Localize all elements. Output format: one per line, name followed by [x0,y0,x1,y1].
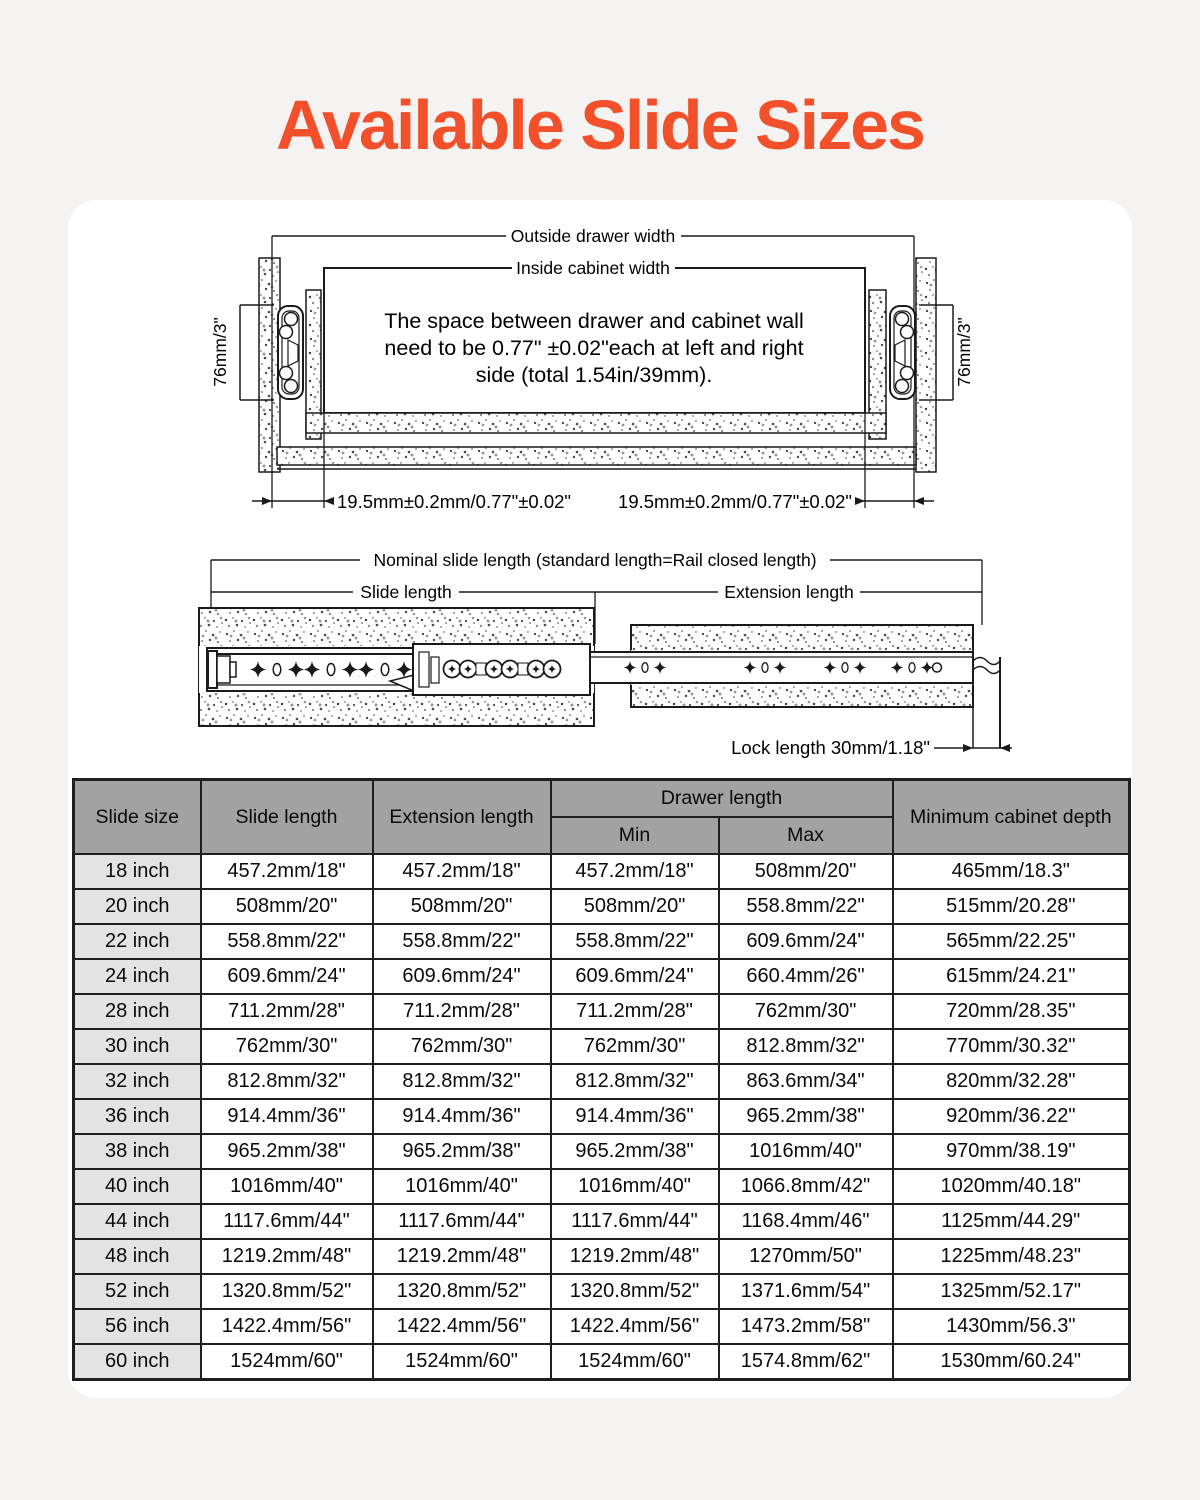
row-value-cell: 812.8mm/32" [201,1064,373,1099]
row-value-cell: 558.8mm/22" [551,924,719,959]
cabinet-wall-right [916,258,936,472]
table-row [74,924,1130,959]
row-value-cell: 465mm/18.3" [893,854,1130,889]
left-slide-height-label: 76mm/3" [210,317,230,387]
col-header-drawer-length: Drawer length [551,780,893,818]
drawer-bottom-panel [306,413,886,433]
right-clearance-dimension [618,491,934,512]
left-clearance-label: 19.5mm±0.2mm/0.77"±0.02" [337,491,571,512]
row-value-cell: 508mm/20" [201,889,373,924]
lock-length-label: Lock length 30mm/1.18" [731,737,930,758]
row-size-cell: 22 inch [74,924,201,959]
table-row [74,1274,1130,1309]
row-value-cell: 920mm/36.22" [893,1099,1130,1134]
extension-length-label: Extension length [724,582,854,602]
row-value-cell: 1320.8mm/52" [551,1274,719,1309]
row-value-cell: 711.2mm/28" [373,994,551,1029]
slide-cross-section-right [890,306,915,399]
row-value-cell: 615mm/24.21" [893,959,1130,994]
row-value-cell: 1016mm/40" [551,1169,719,1204]
row-value-cell: 1219.2mm/48" [201,1239,373,1274]
row-value-cell: 863.6mm/34" [719,1064,893,1099]
table-row [74,854,1130,889]
row-size-cell: 38 inch [74,1134,201,1169]
row-size-cell: 36 inch [74,1099,201,1134]
row-size-cell: 20 inch [74,889,201,924]
row-value-cell: 711.2mm/28" [551,994,719,1029]
row-size-cell: 44 inch [74,1204,201,1239]
outside-drawer-width-dimension [272,225,914,247]
row-value-cell: 1016mm/40" [201,1169,373,1204]
table-row [74,1344,1130,1380]
table-row [74,959,1130,994]
extension-length-dimension [595,582,982,602]
row-value-cell: 1016mm/40" [373,1169,551,1204]
row-value-cell: 914.4mm/36" [551,1099,719,1134]
row-value-cell: 515mm/20.28" [893,889,1130,924]
row-value-cell: 720mm/28.35" [893,994,1130,1029]
row-value-cell: 1117.6mm/44" [551,1204,719,1239]
row-value-cell: 1473.2mm/58" [719,1309,893,1344]
table-row [74,1064,1130,1099]
outside-drawer-width-label: Outside drawer width [510,226,676,246]
row-size-cell: 30 inch [74,1029,201,1064]
row-value-cell: 914.4mm/36" [201,1099,373,1134]
row-value-cell: 1430mm/56.3" [893,1309,1130,1344]
row-value-cell: 565mm/22.25" [893,924,1130,959]
row-value-cell: 812.8mm/32" [373,1064,551,1099]
row-size-cell: 48 inch [74,1239,201,1274]
row-value-cell: 711.2mm/28" [201,994,373,1029]
table-row [74,1029,1130,1064]
row-value-cell: 1219.2mm/48" [551,1239,719,1274]
row-value-cell: 1422.4mm/56" [201,1309,373,1344]
note-line-2: need to be 0.77" ±0.02"each at left and right [384,336,804,360]
row-value-cell: 965.2mm/38" [719,1099,893,1134]
table-row [74,1099,1130,1134]
row-value-cell: 1530mm/60.24" [893,1344,1130,1380]
row-value-cell: 970mm/38.19" [893,1134,1130,1169]
row-value-cell: 609.6mm/24" [551,959,719,994]
row-size-cell: 24 inch [74,959,201,994]
slide-size-table [72,778,1131,1381]
row-value-cell: 457.2mm/18" [551,854,719,889]
row-value-cell: 1524mm/60" [551,1344,719,1380]
row-value-cell: 609.6mm/24" [373,959,551,994]
cabinet-wall-left [259,258,280,472]
row-size-cell: 60 inch [74,1344,201,1380]
left-clearance-dimension [252,491,571,512]
nominal-length-label: Nominal slide length (standard length=Rail closed length) [373,550,817,570]
rear-bracket [973,625,1000,748]
row-value-cell: 812.8mm/32" [551,1064,719,1099]
row-value-cell: 1016mm/40" [719,1134,893,1169]
table-row [74,1309,1130,1344]
col-header-min: Min [551,817,719,854]
row-value-cell: 965.2mm/38" [201,1134,373,1169]
row-value-cell: 558.8mm/22" [373,924,551,959]
right-slide-height-label: 76mm/3" [954,317,974,387]
col-header-slide-length: Slide length [201,780,373,855]
row-value-cell: 762mm/30" [551,1029,719,1064]
table-row [74,1204,1130,1239]
row-value-cell: 1422.4mm/56" [551,1309,719,1344]
row-value-cell: 508mm/20" [373,889,551,924]
table-row [74,889,1130,924]
row-value-cell: 1219.2mm/48" [373,1239,551,1274]
row-value-cell: 762mm/30" [719,994,893,1029]
right-clearance-label: 19.5mm±0.2mm/0.77"±0.02" [618,491,852,512]
row-value-cell: 914.4mm/36" [373,1099,551,1134]
row-size-cell: 52 inch [74,1274,201,1309]
row-value-cell: 1371.6mm/54" [719,1274,893,1309]
row-value-cell: 1125mm/44.29" [893,1204,1130,1239]
row-value-cell: 1117.6mm/44" [373,1204,551,1239]
note-line-3: side (total 1.54in/39mm). [475,363,713,387]
row-value-cell: 508mm/20" [551,889,719,924]
row-size-cell: 56 inch [74,1309,201,1344]
cabinet-bottom-panel [277,447,916,465]
page-title: Available Slide Sizes [276,86,924,164]
drawer-width-diagram [140,222,1060,529]
slide-cross-section-left [278,306,303,399]
row-size-cell: 40 inch [74,1169,201,1204]
row-size-cell: 32 inch [74,1064,201,1099]
row-value-cell: 1270mm/50" [719,1239,893,1274]
row-value-cell: 1168.4mm/46" [719,1204,893,1239]
row-value-cell: 609.6mm/24" [719,924,893,959]
row-value-cell: 558.8mm/22" [201,924,373,959]
row-value-cell: 770mm/30.32" [893,1029,1130,1064]
row-value-cell: 558.8mm/22" [719,889,893,924]
inside-cabinet-width-label: Inside cabinet width [516,258,670,278]
row-size-cell: 28 inch [74,994,201,1029]
row-value-cell: 1320.8mm/52" [201,1274,373,1309]
row-value-cell: 1225mm/48.23" [893,1239,1130,1274]
row-value-cell: 965.2mm/38" [551,1134,719,1169]
col-header-extension-length: Extension length [373,780,551,855]
table-row [74,1169,1130,1204]
row-value-cell: 457.2mm/18" [373,854,551,889]
note-line-1: The space between drawer and cabinet wall [384,309,804,333]
row-value-cell: 1066.8mm/42" [719,1169,893,1204]
row-value-cell: 1574.8mm/62" [719,1344,893,1380]
table-row [74,1239,1130,1274]
bearing-carriage [413,644,590,695]
row-value-cell: 1524mm/60" [373,1344,551,1380]
row-value-cell: 609.6mm/24" [201,959,373,994]
row-value-cell: 762mm/30" [373,1029,551,1064]
row-size-cell: 18 inch [74,854,201,889]
row-value-cell: 660.4mm/26" [719,959,893,994]
col-header-slide-size: Slide size [74,780,201,855]
row-value-cell: 1325mm/52.17" [893,1274,1130,1309]
slide-length-diagram [140,545,1060,775]
col-header-max: Max [719,817,893,854]
row-value-cell: 1422.4mm/56" [373,1309,551,1344]
row-value-cell: 457.2mm/18" [201,854,373,889]
row-value-cell: 1524mm/60" [201,1344,373,1380]
col-header-minimum-cabinet-depth: Minimum cabinet depth [893,780,1130,855]
row-value-cell: 1320.8mm/52" [373,1274,551,1309]
row-value-cell: 1117.6mm/44" [201,1204,373,1239]
lock-length-dimension [731,737,1012,758]
row-value-cell: 1020mm/40.18" [893,1169,1130,1204]
row-value-cell: 820mm/32.28" [893,1064,1130,1099]
row-value-cell: 508mm/20" [719,854,893,889]
row-value-cell: 812.8mm/32" [719,1029,893,1064]
table-row [74,1134,1130,1169]
row-value-cell: 762mm/30" [201,1029,373,1064]
table-row [74,994,1130,1029]
size-table-body [74,854,1130,1380]
row-value-cell: 965.2mm/38" [373,1134,551,1169]
slide-length-label: Slide length [360,582,452,602]
